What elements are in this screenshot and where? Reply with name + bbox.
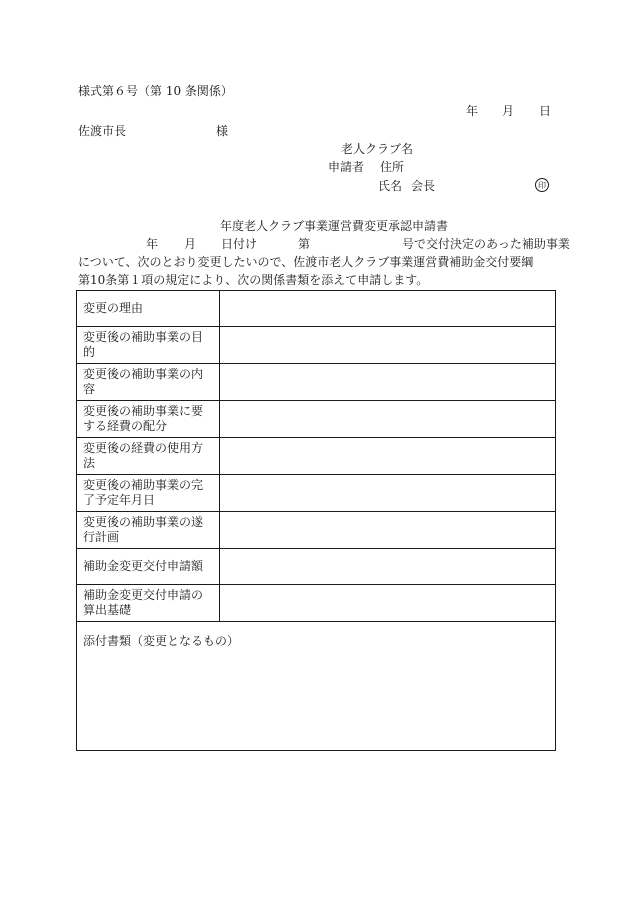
club-name-label: 老人クラブ名 [341, 142, 414, 156]
addressee-honorific: 様 [216, 124, 229, 138]
address-label: 住所 [380, 160, 405, 174]
table-row [77, 401, 556, 438]
row-value-field[interactable] [220, 364, 556, 401]
representative-title-label: 会長 [411, 179, 436, 193]
name-label: 氏名 [378, 179, 403, 193]
row-value-field[interactable] [220, 475, 556, 512]
body-month-label: 月 [184, 237, 197, 251]
row-label: 変更後の補助事業の遂行計画 [77, 512, 220, 549]
attachments-field[interactable]: 添付書類（変更となるもの） [77, 622, 556, 751]
row-value-field[interactable] [220, 585, 556, 622]
table-row [77, 364, 556, 401]
row-label: 変更後の経費の使用方法 [77, 438, 220, 475]
table-row [77, 327, 556, 364]
document-title: 年度老人クラブ事業運営費変更承認申請書 [220, 219, 449, 233]
row-label: 変更後の補助事業の目的 [77, 327, 220, 364]
date-month-label: 月 [502, 104, 515, 118]
row-label: 変更の理由 [77, 291, 220, 327]
body-line2: について、次のとおり変更したいので、佐渡市老人クラブ事業運営費補助金交付要綱 [78, 255, 534, 269]
seal-icon: 印 [535, 178, 549, 192]
table-row [77, 585, 556, 622]
body-year-label: 年 [146, 237, 159, 251]
row-value-field[interactable] [220, 327, 556, 364]
form-number: 様式第６号（第 10 条関係） [78, 84, 233, 98]
table-row [77, 438, 556, 475]
attachments-row [77, 622, 556, 751]
table-row [77, 291, 556, 327]
row-label: 補助金変更交付申請額 [77, 549, 220, 585]
table-row [77, 549, 556, 585]
row-value-field[interactable] [220, 291, 556, 327]
body-number-prefix: 第 [298, 237, 311, 251]
addressee: 佐渡市長 [78, 124, 127, 138]
row-label: 変更後の補助事業の内容 [77, 364, 220, 401]
row-value-field[interactable] [220, 401, 556, 438]
body-line3: 第10条第１項の規定により、次の関係書類を添えて申請します。 [78, 273, 429, 287]
row-value-field[interactable] [220, 549, 556, 585]
body-line1-rest: 号で交付決定のあった補助事業 [402, 237, 570, 251]
row-value-field[interactable] [220, 512, 556, 549]
row-value-field[interactable] [220, 438, 556, 475]
applicant-label: 申請者 [328, 160, 365, 174]
change-details-table [76, 290, 556, 751]
body-dated-label: 日付け [221, 237, 258, 251]
row-label: 補助金変更交付申請の算出基礎 [77, 585, 220, 622]
table-row [77, 512, 556, 549]
row-label: 変更後の補助事業の完了予定年月日 [77, 475, 220, 512]
date-year-label: 年 [466, 104, 479, 118]
date-day-label: 日 [539, 104, 552, 118]
table-row [77, 475, 556, 512]
row-label: 変更後の補助事業に要する経費の配分 [77, 401, 220, 438]
